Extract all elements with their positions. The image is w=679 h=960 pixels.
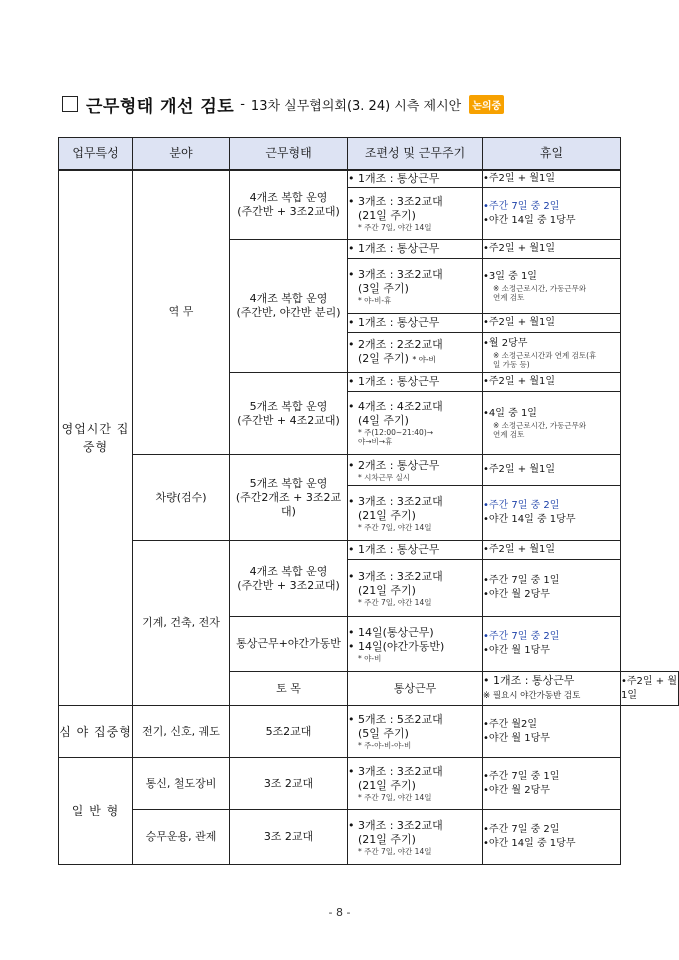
- checkbox-icon: [62, 96, 78, 112]
- shift-cell: • 1개조 : 통상근무: [348, 240, 483, 259]
- shift-cell: • 2개조 : 2조2교대 (2일 주기) * 야-비: [348, 333, 483, 373]
- holiday-cell: •주2일 + 월1일: [483, 170, 621, 188]
- column-header: 분야: [133, 138, 230, 170]
- page-number: - 8 -: [328, 906, 351, 919]
- holiday-cell: •주간 7일 중 1일 •야간 월 2당무: [483, 560, 621, 617]
- shift-cell: • 3개조 : 3조2교대 (21일 주기) * 주간 7일, 야간 14일: [348, 560, 483, 617]
- form-cell: 4개조 복합 운영 (주간반 + 3조2교대): [230, 170, 348, 240]
- table-row: [59, 810, 679, 865]
- holiday-cell: •주간 7일 중 2일 •야간 14일 중 1당무: [483, 486, 621, 541]
- table-row: [59, 170, 679, 188]
- holiday-cell: •월 2당무 ※ 소정근로시간과 연계 검토(휴 일 가동 등): [483, 333, 621, 373]
- shift-cell: • 3개조 : 3조2교대 (21일 주기) * 주간 7일, 야간 14일: [348, 810, 483, 865]
- shift-cell: • 1개조 : 통상근무: [348, 373, 483, 392]
- shift-cell: • 2개조 : 통상근무 * 시차근무 실시: [348, 455, 483, 486]
- group-cell: 일 반 형: [59, 758, 133, 865]
- shift-cell: • 3개조 : 3조2교대 (21일 주기) * 주간 7일, 야간 14일: [348, 486, 483, 541]
- shift-cell: • 1개조 : 통상근무: [348, 170, 483, 188]
- holiday-cell: •주간 7일 중 1일 •야간 월 2당무: [483, 758, 621, 810]
- column-header: 조편성 및 근무주기: [348, 138, 483, 170]
- field-cell: 전기, 신호, 궤도: [133, 706, 230, 758]
- section-title: 근무형태 개선 검토: [86, 96, 235, 117]
- form-cell: 4개조 복합 운영 (주간반 + 3조2교대): [230, 541, 348, 617]
- holiday-cell: •주2일 + 월1일: [483, 240, 621, 259]
- holiday-cell: •주2일 + 월1일: [483, 541, 621, 560]
- shift-cell: • 14일(통상근무) • 14일(야간가동반) * 야-비: [348, 617, 483, 672]
- shift-cell: • 3개조 : 3조2교대 (21일 주기) * 주간 7일, 야간 14일: [348, 188, 483, 240]
- shift-cell: • 3개조 : 3조2교대 (3일 주기) * 야-비-휴: [348, 259, 483, 314]
- shift-cell: • 1개조 : 통상근무: [348, 541, 483, 560]
- section-subtitle: 13차 실무협의회(3. 24) 시측 제시안: [250, 98, 462, 114]
- field-cell: 차량(검수): [133, 455, 230, 541]
- table-header-row: [59, 138, 679, 170]
- shift-cell: • 3개조 : 3조2교대 (21일 주기) * 주간 7일, 야간 14일: [348, 758, 483, 810]
- table-row: [59, 706, 679, 758]
- table-row: [59, 455, 679, 486]
- work-schedule-table: [58, 137, 679, 865]
- form-cell: 3조 2교대: [230, 758, 348, 810]
- column-header: 근무형태: [230, 138, 348, 170]
- holiday-cell: •주간 월2일 •야간 월 1당무: [483, 706, 621, 758]
- shift-cell: • 5개조 : 5조2교대 (5일 주기) * 주-야-비-야-비: [348, 706, 483, 758]
- status-badge: 논의중: [469, 95, 504, 114]
- holiday-cell: •주2일 + 월1일: [621, 672, 679, 706]
- field-cell: 토 목: [230, 672, 348, 706]
- column-header: 업무특성: [59, 138, 133, 170]
- holiday-cell: •주간 7일 중 2일 •야간 월 1당무: [483, 617, 621, 672]
- table-row: [59, 758, 679, 810]
- shift-cell: • 4개조 : 4조2교대 (4일 주기) * 주(12:00~21:40)→ 야→비→휴: [348, 392, 483, 455]
- form-cell: 5조2교대: [230, 706, 348, 758]
- column-header: 휴일: [483, 138, 621, 170]
- holiday-cell: •주간 7일 중 2일 •야간 14일 중 1당무: [483, 188, 621, 240]
- holiday-cell: •주2일 + 월1일: [483, 373, 621, 392]
- form-cell: 5개조 복합 운영 (주간2개조 + 3조2교대): [230, 455, 348, 541]
- holiday-cell: •주간 7일 중 2일 •야간 14일 중 1당무: [483, 810, 621, 865]
- section-heading: [62, 92, 504, 116]
- holiday-cell: •4일 중 1일 ※ 소정근로시간, 가동근무와 연계 검토: [483, 392, 621, 455]
- field-cell: 통신, 철도장비: [133, 758, 230, 810]
- title-dash: -: [240, 96, 245, 112]
- field-cell: 승무운용, 관제: [133, 810, 230, 865]
- holiday-cell: •주2일 + 월1일: [483, 314, 621, 333]
- form-cell: 5개조 복합 운영 (주간반 + 4조2교대): [230, 373, 348, 455]
- field-cell: 역 무: [133, 170, 230, 455]
- field-cell: 기계, 건축, 전자: [133, 541, 230, 706]
- group-cell: 심 야 집중형: [59, 706, 133, 758]
- group-cell: 영업시간 집중형: [59, 170, 133, 706]
- holiday-cell: •3일 중 1일 ※ 소정근로시간, 가동근무와 연계 검토: [483, 259, 621, 314]
- shift-cell: • 1개조 : 통상근무: [348, 314, 483, 333]
- form-cell: 4개조 복합 운영 (주간반, 야간반 분리): [230, 240, 348, 373]
- form-cell: 3조 2교대: [230, 810, 348, 865]
- shift-cell: • 1개조 : 통상근무 ※ 필요시 야간가동반 검토: [483, 672, 621, 706]
- form-cell: 통상근무: [348, 672, 483, 706]
- table-row: [59, 541, 679, 560]
- holiday-cell: •주2일 + 월1일: [483, 455, 621, 486]
- form-cell: 통상근무+야간가동반: [230, 617, 348, 672]
